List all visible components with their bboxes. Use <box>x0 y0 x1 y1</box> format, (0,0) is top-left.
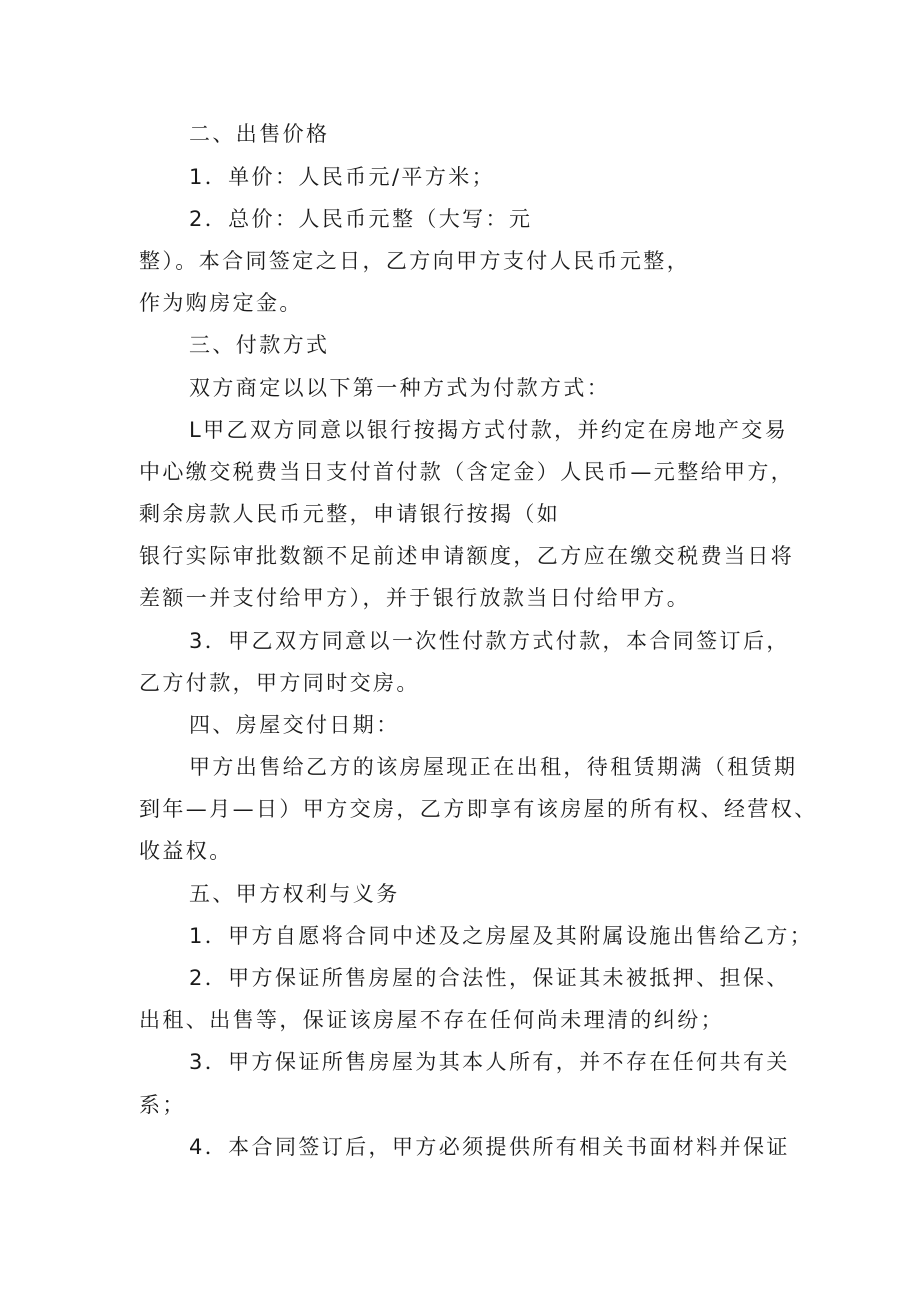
paragraph-line: 甲方出售给乙方的该房屋现正在出租，待租赁期满（租赁期 <box>189 755 798 779</box>
paragraph-line: 双方商定以以下第一种方式为付款方式： <box>189 376 611 400</box>
paragraph-line: 出租、出售等，保证该房屋不存在任何尚未理清的纠纷； <box>139 1008 724 1032</box>
paragraph-line: 银行实际审批数额不足前述申请额度，乙方应在缴交税费当日将 <box>139 544 795 568</box>
paragraph-line: 3．甲方保证所售房屋为其本人所有，并不存在任何共有关 <box>189 1050 790 1074</box>
section-heading-delivery-date: 四、房屋交付日期： <box>189 713 400 737</box>
paragraph-line: 到年—月—日）甲方交房，乙方即享有该房屋的所有权、经营权、 <box>139 797 818 821</box>
paragraph-line: 系； <box>139 1093 186 1117</box>
section-heading-party-a-rights: 五、甲方权利与义务 <box>189 882 400 906</box>
paragraph-line: 收益权。 <box>139 839 233 863</box>
section-heading-payment: 三、付款方式 <box>189 333 330 357</box>
section-heading-price: 二、出售价格 <box>189 122 330 146</box>
paragraph-line: 1．甲方自愿将合同中述及之房屋及其附属设施出售给乙方； <box>189 924 814 948</box>
paragraph-line: 3．甲乙双方同意以一次性付款方式付款，本合同签订后， <box>189 629 790 653</box>
paragraph-line: 剩余房款人民币元整，申请银行按揭（如 <box>139 502 561 526</box>
paragraph-line: 差额一并支付给甲方），并于银行放款当日付给甲方。 <box>139 586 691 610</box>
paragraph-line: L甲乙双方同意以银行按揭方式付款，并约定在房地产交易 <box>189 418 789 442</box>
paragraph-line: 中心缴交税费当日支付首付款（含定金）人民币—元整给甲方， <box>139 460 795 484</box>
paragraph-line: 整）。本合同签定之日，乙方向甲方支付人民币元整， <box>139 249 691 273</box>
paragraph-line: 2．甲方保证所售房屋的合法性，保证其未被抵押、担保、 <box>189 966 790 990</box>
paragraph-line: 乙方付款，甲方同时交房。 <box>139 671 420 695</box>
paragraph-line: 作为购房定金。 <box>139 291 303 315</box>
paragraph-line: 1．单价：人民币元/平方米； <box>189 165 496 189</box>
paragraph-line: 2．总价：人民币元整（大写：元 <box>189 207 533 231</box>
paragraph-line: 4．本合同签订后，甲方必须提供所有相关书面材料并保证 <box>189 1135 790 1159</box>
